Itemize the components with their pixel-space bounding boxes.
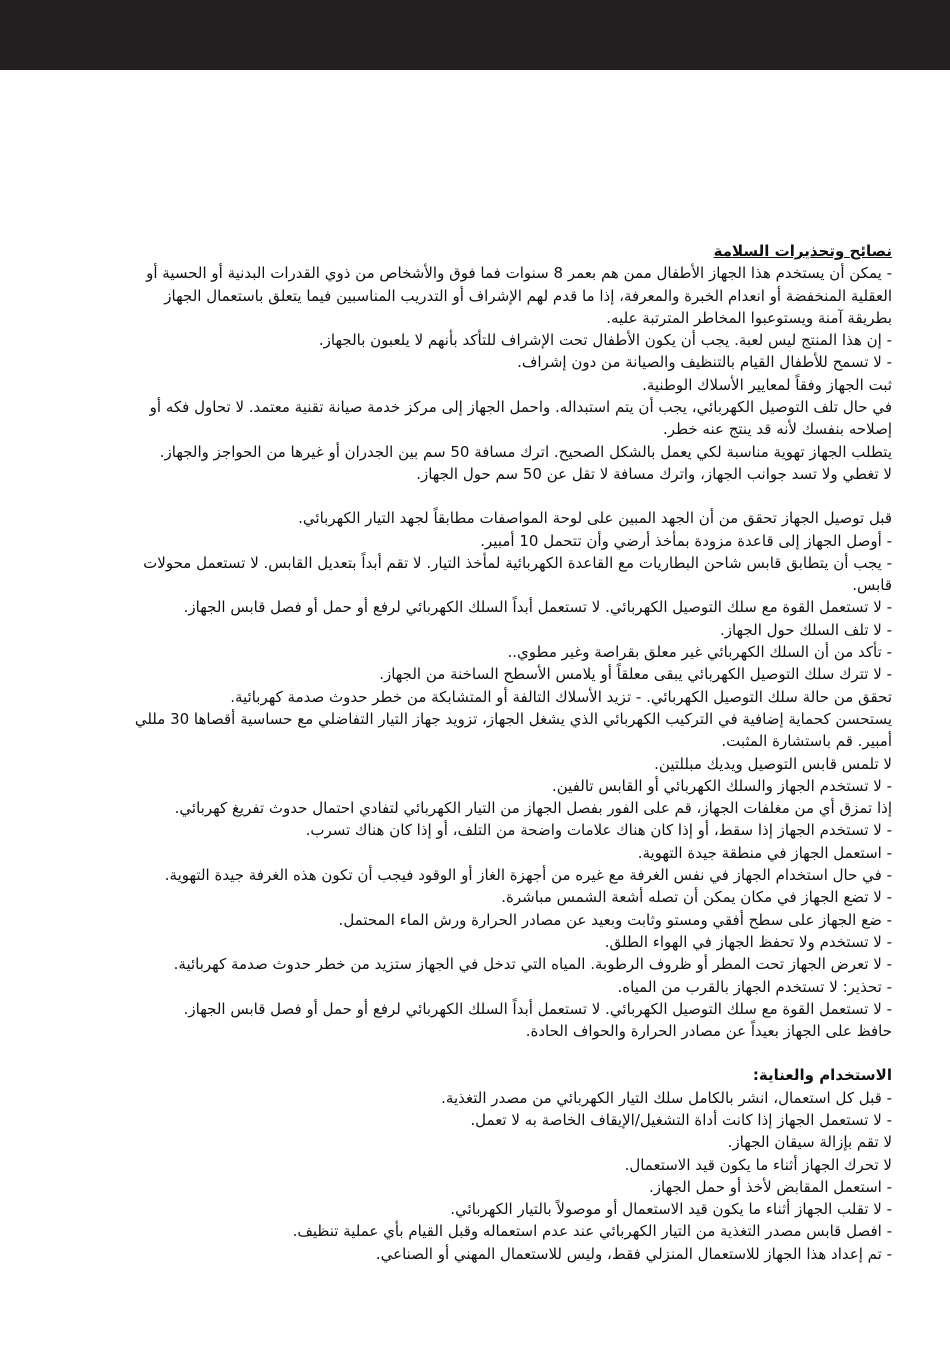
electrical-line: - لا تستعمل القوة مع سلك التوصيل الكهربائي. لا تستعمل أبداً السلك الكهربائي لرفع أو حمل أو فصل قابس الجهاز. [183, 598, 892, 617]
electrical-line: - أوصل الجهاز إلى قاعدة مزودة بمأخذ أرضي وأن تتحمل 10 أمبير. [480, 531, 892, 550]
electrical-line: - لا تضع الجهاز في مكان يمكن أن تصله أشعة الشمس مباشرة. [501, 888, 892, 907]
electrical-line: - لا تستخدم الجهاز والسلك الكهربائي أو القابس تالفين. [551, 776, 892, 795]
safety-line: - لا تسمح للأطفال القيام بالتنظيف والصيانة من دون إشراف. [517, 353, 892, 372]
usage-section [122, 1087, 892, 1265]
electrical-line: - يجب أن يتطابق قابس شاحن البطاريات مع القاعدة الكهربائية لمأخذ التيار. لا تقم أبداً بتعديل القابس. لا تستعمل محولات قابس. [143, 553, 892, 595]
safety-line: - إن هذا المنتج ليس لعبة. يجب أن يكون الأطفال تحت الإشراف للتأكد بأنهم لا يلعبون بالجهاز. [318, 331, 892, 350]
electrical-line: - تأكد من أن السلك الكهربائي غير معلق بقراصة وغير مطوي.. [507, 643, 892, 662]
usage-line: لا تقم بإزالة سيقان الجهاز. [727, 1133, 892, 1152]
safety-line: في حال تلف التوصيل الكهربائي، يجب أن يتم استبداله. واحمل الجهاز إلى مركز خدمة صيانة تقنية معتمد. لا تحاول فكه أو إصلاحه بنفسك لأنه قد ينتج عنه خطر. [149, 398, 892, 439]
electrical-line: إذا تمزق أي من مغلفات الجهاز، قم على الفور بفصل الجهاز من التيار الكهربائي لتفادي احتمال حدوث تفريغ كهربائي. [174, 799, 892, 818]
usage-line: - استعمل المقابض لأخذ أو حمل الجهاز. [648, 1177, 892, 1196]
electrical-line: - لا تستخدم ولا تحفظ الجهاز في الهواء الطلق. [604, 932, 892, 951]
electrical-line: - استعمل الجهاز في منطقة جيدة التهوية. [637, 843, 892, 862]
spacer [122, 485, 892, 507]
safety-line: ثبت الجهاز وفقاً لمعايير الأسلاك الوطنية. [642, 375, 892, 394]
electrical-line: - لا تعرض الجهاز تحت المطر أو ظروف الرطوبة. المياه التي تدخل في الجهاز ستزيد من خطر حدوث صدمة كهربائية. [173, 955, 892, 974]
electrical-line: - لا تستخدم الجهاز إذا سقط، أو إذا كان هناك علامات واضحة من التلف، أو إذا كان هناك تسرب. [305, 821, 892, 840]
electrical-line: - لا تترك سلك التوصيل الكهربائي يبقى معلقاً أو يلامس الأسطح الساخنة من الجهاز. [379, 665, 892, 684]
electrical-line: لا تلمس قابس التوصيل ويديك مبللتين. [654, 754, 892, 773]
usage-line: - تم إعداد هذا الجهاز للاستعمال المنزلي فقط، وليس للاستعمال المهني أو الصناعي. [375, 1244, 892, 1263]
safety-line: يتطلب الجهاز تهوية مناسبة لكي يعمل بالشكل الصحيح. اترك مسافة 50 سم بين الجدران أو غيرها من الحواجز والجهاز. [159, 442, 892, 461]
electrical-line: تحقق من حالة سلك التوصيل الكهربائي. - تزيد الأسلاك التالفة أو المتشابكة من خطر حدوث صدمة كهربائية. [230, 687, 892, 706]
usage-line: - قبل كل استعمال، انشر بالكامل سلك التيار الكهربائي من مصدر التغذية. [441, 1088, 892, 1107]
usage-line: - لا تقلب الجهاز أثناء ما يكون قيد الاستعمال أو موصولاً بالتيار الكهربائي. [450, 1200, 892, 1219]
safety-section [122, 262, 892, 485]
electrical-line: - لا تستعمل القوة مع سلك التوصيل الكهربائي. لا تستعمل أبداً السلك الكهربائي لرفع أو حمل أو فصل قابس الجهاز. [183, 999, 892, 1018]
usage-title: الاستخدام والعناية: [752, 1066, 892, 1085]
safety-line: لا تغطي ولا تسد جوانب الجهاز، واترك مسافة لا تقل عن 50 سم حول الجهاز. [416, 464, 892, 483]
usage-line: - لا تستعمل الجهاز إذا كانت أداة التشغيل/الإيقاف الخاصة به لا تعمل. [470, 1110, 892, 1129]
electrical-section [122, 507, 892, 1042]
manual-text [122, 240, 892, 1265]
electrical-line: - ضع الجهاز على سطح أفقي ومستو وثابت وبعيد عن مصادر الحرارة ورش الماء المحتمل. [338, 910, 892, 929]
electrical-line: - تحذير: لا تستخدم الجهاز بالقرب من المياه. [617, 977, 892, 996]
safety-title: نصائح وتحذيرات السلامة [713, 242, 892, 260]
usage-line: - افصل قابس مصدر التغذية من التيار الكهربائي عند عدم استعماله وقبل القيام بأي عملية تنظيف. [292, 1222, 892, 1241]
electrical-line: - لا تلف السلك حول الجهاز. [719, 620, 892, 639]
electrical-line: - في حال استخدام الجهاز في نفس الغرفة مع غيره من أجهزة الغاز أو الوقود فيجب أن تكون هذه الغرفة جيدة التهوية. [164, 866, 892, 885]
electrical-line: يستحسن كحماية إضافية في التركيب الكهربائي الذي يشغل الجهاز، تزويد جهاز التيار التفاضلي مع حساسية أقصاها 30 مللي أمبير. قم باستشارة المثبت. [134, 709, 892, 751]
safety-line: - يمكن أن يستخدم هذا الجهاز الأطفال ممن هم بعمر 8 سنوات فما فوق والأشخاص من ذوي القدرات البدنية أو الحسية أو العقلية المنخفضة أو انعدام الخبرة والمعرفة، إذا ما قدم لهم الإشراف أو التدريب المناسبين فيما يتعلق باستعمال الجهاز بطريقة آمنة ويستوعبوا المخاطر المترتبة عليه. [146, 264, 892, 327]
electrical-line: قبل توصيل الجهاز تحقق من أن الجهد المبين على لوحة المواصفات مطابقاً لجهد التيار الكهربائي. [298, 509, 892, 528]
usage-line: لا تحرك الجهاز أثناء ما يكون قيد الاستعمال. [624, 1155, 892, 1174]
electrical-line: حافظ على الجهاز بعيداً عن مصادر الحرارة والحواف الحادة. [525, 1022, 892, 1041]
spacer [122, 1042, 892, 1064]
header-bar [0, 0, 950, 70]
